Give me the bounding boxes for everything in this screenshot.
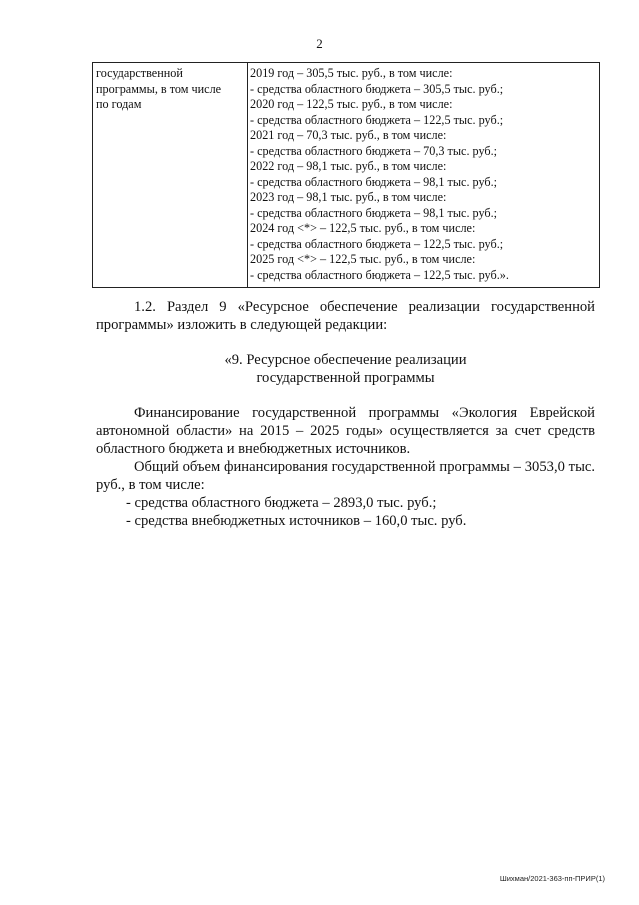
year-2023-line: 2023 год – 98,1 тыс. руб., в том числе:: [250, 190, 447, 204]
label-line: государственной: [96, 66, 183, 80]
year-2021-line: 2021 год – 70,3 тыс. руб., в том числе:: [250, 128, 447, 142]
paragraph-financing: Финансирование государственной программы «Экология Еврейской автономной области» на 2015 – 2025 годы» осуществляется за счет средств областного бюджета и внебюджетных источников.: [96, 405, 595, 457]
page-number: 2: [316, 36, 323, 51]
year-2022-line: 2022 год – 98,1 тыс. руб., в том числе:: [250, 159, 447, 173]
year-2024-line: 2024 год <*> – 122,5 тыс. руб., в том числе:: [250, 221, 476, 235]
year-2025-line: 2025 год <*> – 122,5 тыс. руб., в том числе:: [250, 252, 476, 266]
section-heading: [96, 351, 595, 387]
section-heading-line-1: «9. Ресурсное обеспечение реализации: [224, 352, 467, 368]
paragraph-total-block: [96, 458, 595, 530]
bullet-regional-budget: - средства областного бюджета – 2893,0 тыс. руб.;: [126, 495, 437, 511]
year-2020-line: 2020 год – 122,5 тыс. руб., в том числе:: [250, 97, 453, 111]
table-values-cell: [248, 63, 600, 288]
budget-2025-line: - средства областного бюджета – 122,5 тыс. руб.».: [250, 267, 509, 282]
table-label-cell: [93, 63, 248, 288]
budget-2020-line: - средства областного бюджета – 122,5 тыс. руб.;: [250, 112, 504, 127]
funding-table: [92, 62, 600, 288]
paragraph-total: Общий объем финансирования государственной программы – 3053,0 тыс. руб., в том числе:: [96, 459, 595, 493]
label-line: программы, в том числе: [96, 81, 222, 96]
budget-2019-line: - средства областного бюджета – 305,5 тыс. руб.;: [250, 81, 504, 96]
paragraph-1-2: 1.2. Раздел 9 «Ресурсное обеспечение реализации государственной программы» изложить в следующей редакции:: [96, 299, 595, 333]
budget-2024-line: - средства областного бюджета – 122,5 тыс. руб.;: [250, 236, 504, 251]
budget-2022-line: - средства областного бюджета – 98,1 тыс. руб.;: [250, 174, 498, 189]
label-line: по годам: [96, 97, 142, 111]
table-row: [93, 63, 600, 288]
document-code: Шихман/2021-363-пп-ПРИР(1): [499, 874, 605, 883]
year-2019-line: 2019 год – 305,5 тыс. руб., в том числе:: [250, 66, 453, 80]
budget-2023-line: - средства областного бюджета – 98,1 тыс. руб.;: [250, 205, 498, 220]
section-heading-line-2: государственной программы: [256, 370, 435, 386]
budget-2021-line: - средства областного бюджета – 70,3 тыс. руб.;: [250, 143, 498, 158]
bullet-extrabudgetary: - средства внебюджетных источников – 160,0 тыс. руб.: [126, 513, 467, 529]
